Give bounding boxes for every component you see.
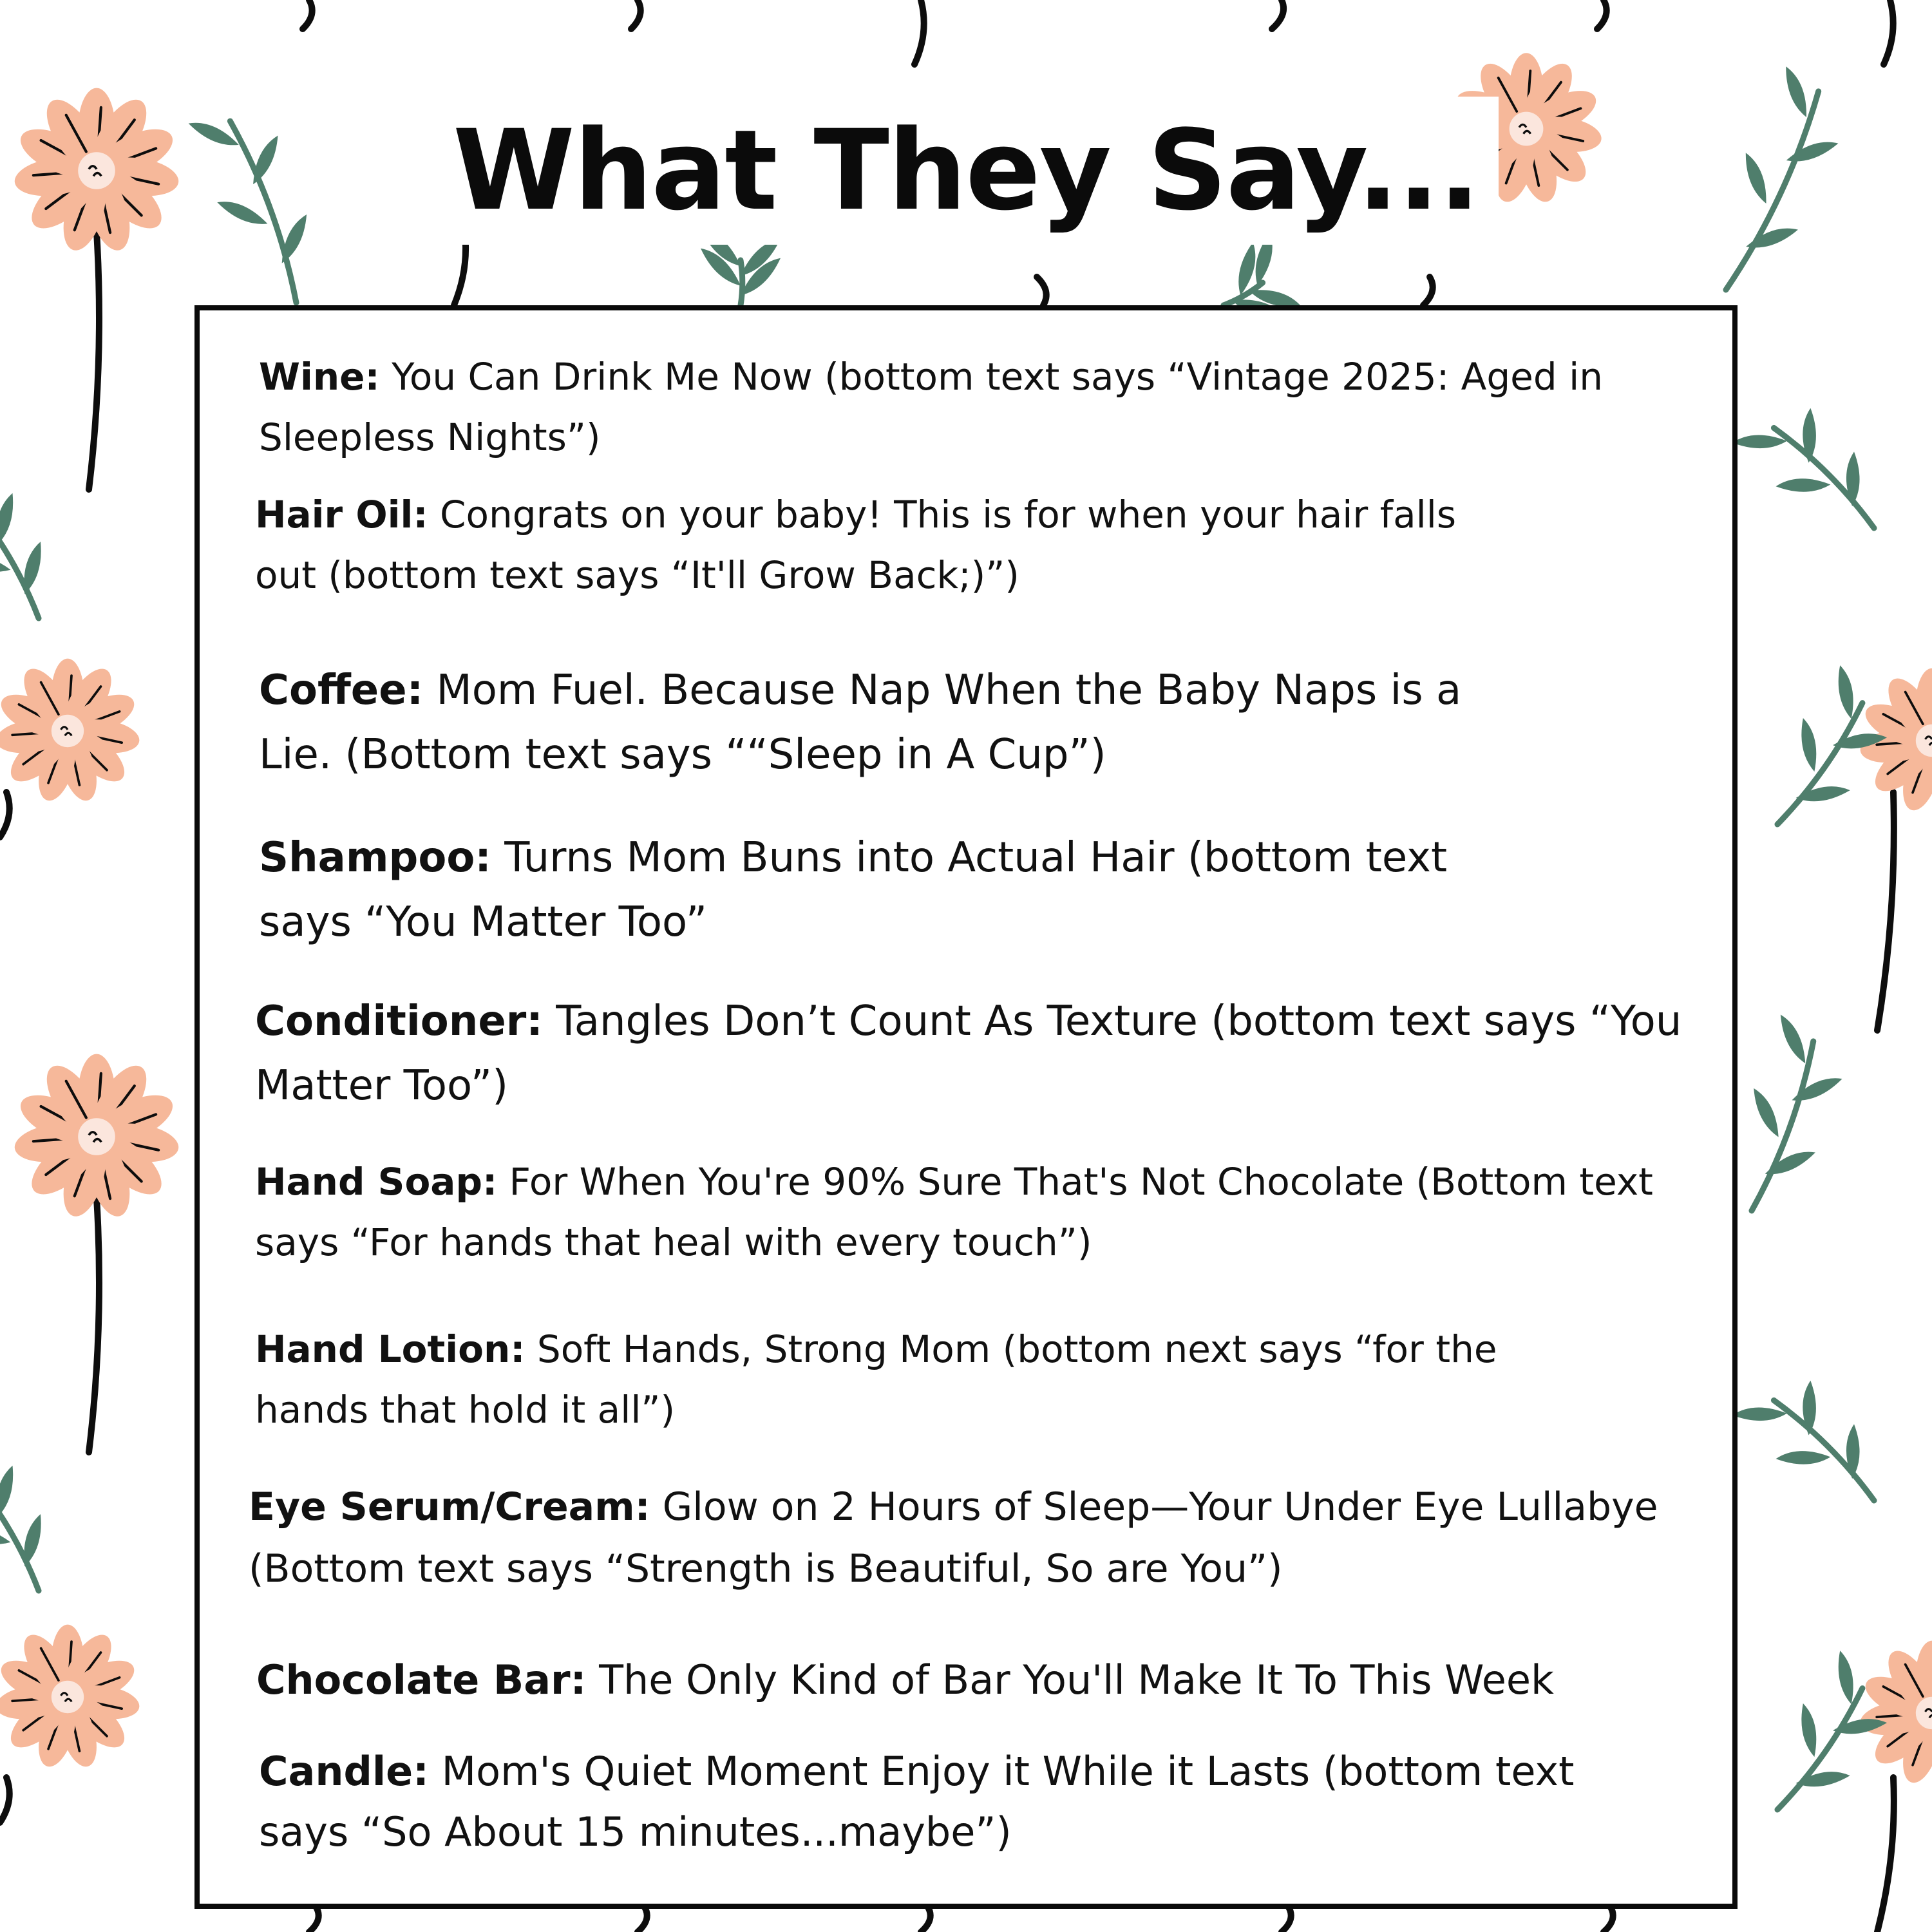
entry-label: Eye Serum/Cream: bbox=[249, 1484, 650, 1530]
stem-icon bbox=[89, 1198, 99, 1452]
entry-hand-soap bbox=[255, 1151, 1736, 1273]
leaf-sprig-icon bbox=[1732, 386, 1902, 556]
stem-icon bbox=[1423, 277, 1433, 305]
entry-chocolate-bar bbox=[256, 1650, 1731, 1710]
entry-label: Candle: bbox=[259, 1748, 429, 1795]
page-title: What They Say... bbox=[433, 97, 1499, 245]
entry-text: Mom Fuel. Because Nap When the Baby Naps is a Lie. (Bottom text says ““Sleep in A Cup”) bbox=[259, 667, 1462, 779]
entry-text: Tangles Don’t Count As Texture (bottom text says “You Matter Too”) bbox=[255, 998, 1682, 1110]
entry-hand-lotion bbox=[255, 1319, 1543, 1440]
entry-label: Chocolate Bar: bbox=[256, 1656, 587, 1703]
testimonial-card bbox=[194, 305, 1738, 1909]
entry-conditioner bbox=[255, 989, 1730, 1118]
entry-coffee bbox=[259, 658, 1521, 787]
entry-eye-serum bbox=[249, 1476, 1736, 1600]
leaf-sprig-icon bbox=[0, 469, 73, 638]
leaf-sprig-icon bbox=[1732, 1359, 1902, 1529]
flower-icon bbox=[1858, 1641, 1932, 1787]
entry-label: Wine: bbox=[259, 355, 380, 399]
entry-candle bbox=[259, 1741, 1676, 1862]
stem-icon bbox=[1597, 0, 1607, 29]
entry-wine bbox=[259, 346, 1701, 468]
stem-icon bbox=[914, 0, 924, 64]
entry-shampoo bbox=[259, 826, 1547, 954]
stem-icon bbox=[1877, 792, 1894, 1030]
stem-icon bbox=[0, 1777, 10, 1823]
stem-icon bbox=[89, 232, 99, 489]
entry-text: Turns Mom Buns into Actual Hair (bottom text says “You Matter Too” bbox=[259, 834, 1448, 946]
flower-icon bbox=[0, 659, 142, 805]
stem-icon bbox=[309, 1906, 319, 1932]
entry-label: Conditioner: bbox=[255, 998, 543, 1045]
entry-text: You Can Drink Me Now (bottom text says “Vintage 2025: Aged in Sleepless Nights”) bbox=[259, 355, 1603, 459]
leaf-sprig-icon bbox=[0, 1441, 73, 1611]
entry-text: For When You're 90% Sure That's Not Chocolate (Bottom text says “For hands that heal with every touch”) bbox=[255, 1160, 1653, 1264]
entry-label: Shampoo: bbox=[259, 834, 491, 882]
entry-label: Hand Lotion: bbox=[255, 1327, 526, 1371]
entry-text: Glow on 2 Hours of Sleep—Your Under Eye Lullabye (Bottom text says “Strength is Beautiful, So are You”) bbox=[249, 1484, 1658, 1591]
entry-text: Mom's Quiet Moment Enjoy it While it Lasts (bottom text says “So About 15 minutes...maybe”) bbox=[259, 1748, 1575, 1855]
stem-icon bbox=[1604, 1906, 1613, 1932]
stem-icon bbox=[1037, 277, 1046, 305]
stem-icon bbox=[1282, 1906, 1291, 1932]
entry-label: Hand Soap: bbox=[255, 1160, 498, 1204]
entry-text: Congrats on your baby! This is for when your hair falls out (bottom text says “It'll Grow Back;)”) bbox=[255, 493, 1457, 597]
entry-text: The Only Kind of Bar You'll Make It To This Week bbox=[586, 1656, 1554, 1703]
entry-hair-oil bbox=[255, 484, 1479, 605]
entry-label: Coffee: bbox=[259, 667, 424, 714]
stem-icon bbox=[638, 1906, 647, 1932]
flower-icon bbox=[0, 1625, 142, 1771]
entry-label: Hair Oil: bbox=[255, 493, 428, 536]
flower-icon bbox=[12, 1054, 181, 1222]
stem-icon bbox=[303, 0, 312, 29]
title-wrap bbox=[0, 97, 1932, 245]
stem-icon bbox=[0, 792, 10, 837]
stem-icon bbox=[1272, 0, 1283, 29]
entry-text: Soft Hands, Strong Mom (bottom next says “for the hands that hold it all”) bbox=[255, 1327, 1497, 1432]
stem-icon bbox=[1884, 0, 1893, 64]
stem-icon bbox=[1877, 1777, 1894, 1932]
stem-icon bbox=[921, 1906, 931, 1932]
stem-icon bbox=[631, 0, 641, 29]
